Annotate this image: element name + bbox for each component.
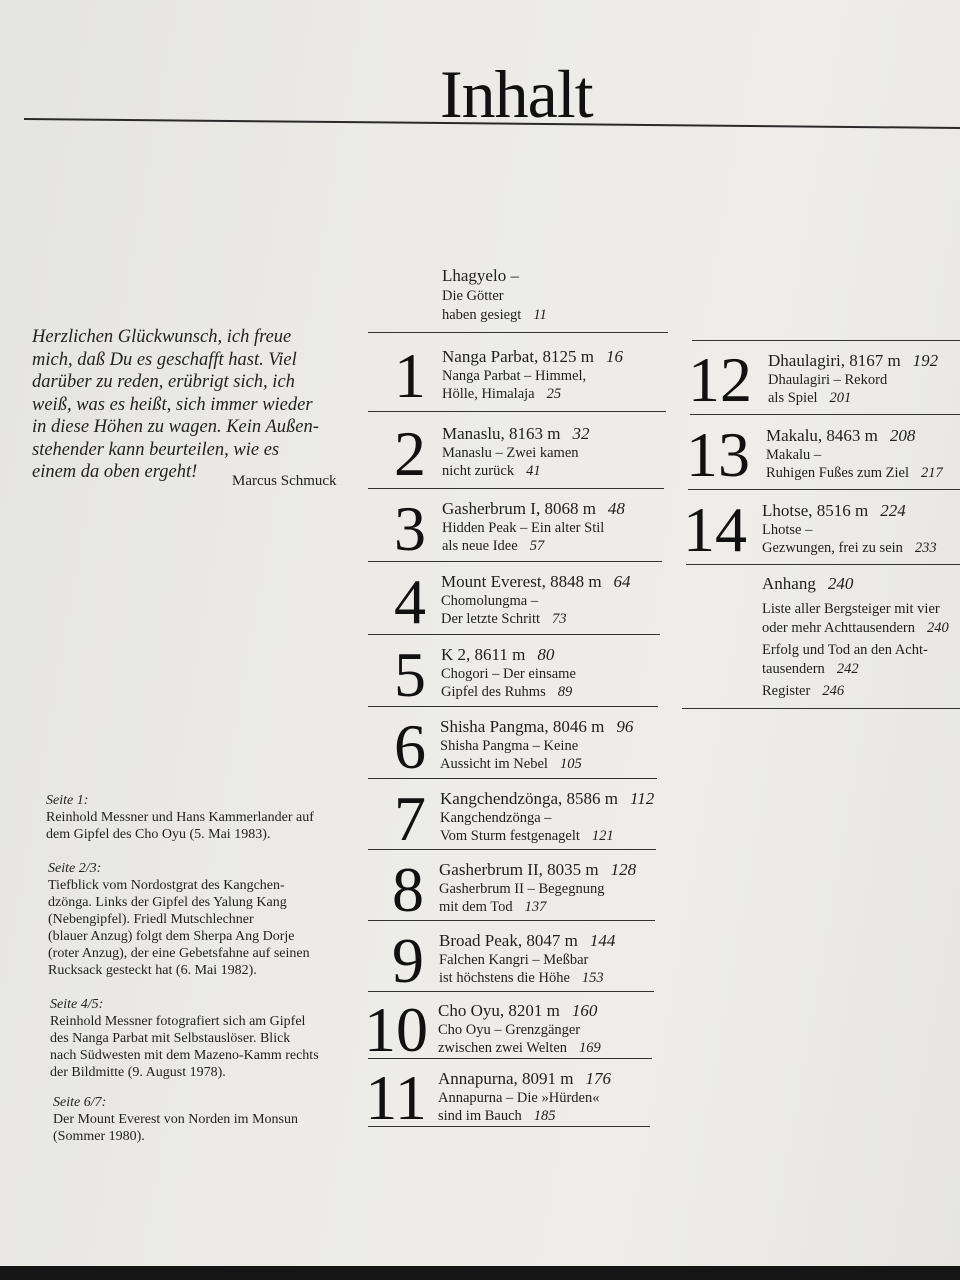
- chapter-number: 10: [364, 994, 428, 1065]
- picture-caption: [53, 1094, 353, 1145]
- page-number: 192: [912, 351, 939, 370]
- chapter-title: Makalu, 8463 m: [766, 426, 878, 445]
- caption-line: (Sommer 1980).: [53, 1129, 145, 1144]
- caption-heading: Seite 2/3:: [48, 861, 102, 876]
- caption-line: des Nanga Parbat mit Selbstauslöser. Blick: [50, 1031, 291, 1046]
- page-number: 160: [571, 1001, 598, 1020]
- caption-heading: Seite 1:: [46, 793, 89, 808]
- chapter-subtitle: Kangchendzönga –: [440, 810, 552, 826]
- quote-line: Herzlichen Glückwunsch, ich freue: [32, 327, 292, 347]
- page-number: 121: [591, 828, 614, 844]
- page-number: 64: [613, 572, 631, 591]
- caption-line: Reinhold Messner fotografiert sich am Gipfel: [50, 1014, 306, 1029]
- page-number: 144: [589, 931, 616, 950]
- chapter-title: Kangchendzönga, 8586 m: [440, 789, 618, 808]
- page-number: 11: [533, 307, 547, 323]
- caption-line: (Nebengipfel). Friedl Mutschlechner: [48, 912, 254, 927]
- intro-subtitle: Die Götter: [442, 288, 504, 304]
- page-number: 48: [607, 499, 625, 518]
- chapter-subtitle: Gipfel des Ruhms: [441, 684, 546, 700]
- page-number: 96: [616, 717, 634, 736]
- picture-caption: [48, 860, 348, 979]
- appendix-item: Register: [762, 683, 811, 699]
- chapter-number: 13: [686, 419, 750, 490]
- appendix-item: tausendern: [762, 661, 825, 677]
- divider: [368, 332, 668, 333]
- chapter-subtitle: Cho Oyu – Grenzgänger: [438, 1022, 581, 1038]
- chapter-number: 6: [394, 711, 426, 782]
- caption-line: (blauer Anzug) folgt dem Sherpa Ang Dorje: [48, 929, 295, 944]
- caption-line: nach Südwesten mit dem Mazeno-Kamm rechts: [50, 1048, 319, 1063]
- quote-line: in diese Höhen zu wagen. Kein Außen-: [32, 417, 319, 437]
- chapter-subtitle: Hidden Peak – Ein alter Stil: [442, 520, 605, 536]
- page-number: 16: [606, 347, 624, 366]
- chapter-subtitle: Shisha Pangma – Keine: [440, 738, 579, 754]
- caption-line: (roter Anzug), der eine Gebetsfahne auf seinen: [48, 946, 310, 961]
- caption-line: Rucksack gesteckt hat (6. Mai 1982).: [48, 963, 257, 978]
- chapter-number: 3: [394, 493, 426, 564]
- chapter-title: Gasherbrum I, 8068 m: [442, 499, 596, 518]
- quote-author: Marcus Schmuck: [232, 473, 337, 489]
- appendix-item: Erfolg und Tod an den Acht-: [762, 642, 928, 658]
- quote-line: stehender kann beurteilen, wie es: [32, 439, 280, 460]
- page-number: 89: [557, 684, 573, 700]
- chapter-number: 2: [394, 418, 426, 489]
- quote-line: weiß, was es heißt, sich immer wieder: [32, 394, 313, 415]
- caption-line: Tiefblick vom Nordostgrat des Kangchen-: [48, 878, 285, 893]
- page-number: 32: [572, 424, 590, 443]
- page-number: 224: [880, 501, 906, 520]
- chapter-subtitle: Lhotse –: [762, 522, 813, 538]
- page-number: 240: [827, 574, 854, 593]
- chapter-title: Lhotse, 8516 m: [762, 501, 869, 520]
- chapter-number: 11: [365, 1062, 427, 1133]
- appendix-item: oder mehr Achttausendern: [762, 620, 916, 636]
- chapter-number: 5: [394, 639, 426, 710]
- divider: [692, 340, 960, 341]
- chapter-subtitle: Aussicht im Nebel: [440, 756, 548, 772]
- page-number: 185: [533, 1108, 556, 1124]
- chapter-subtitle: Falchen Kangri – Meßbar: [439, 952, 589, 968]
- chapter-title: Annapurna, 8091 m: [438, 1069, 574, 1088]
- chapter-subtitle: Der letzte Schritt: [441, 611, 541, 627]
- caption-line: Der Mount Everest von Norden im Monsun: [53, 1112, 298, 1127]
- page-number: 176: [585, 1069, 612, 1088]
- chapter-title: Dhaulagiri, 8167 m: [768, 351, 901, 370]
- congratulation-quote: [32, 326, 352, 484]
- caption-line: Reinhold Messner und Hans Kammerlander auf: [46, 810, 314, 825]
- page-number: 242: [836, 661, 859, 677]
- chapter-subtitle: Hölle, Himalaja: [442, 386, 535, 402]
- chapter-number: 14: [683, 494, 747, 565]
- chapter-subtitle: Dhaulagiri – Rekord: [768, 372, 888, 388]
- quote-line: mich, daß Du es geschafft hast. Viel: [32, 349, 297, 370]
- appendix-section: [762, 573, 949, 701]
- page-number: 128: [610, 860, 637, 879]
- chapter-subtitle: Ruhigen Fußes zum Ziel: [766, 465, 909, 481]
- chapter-subtitle: ist höchstens die Höhe: [439, 970, 570, 986]
- page-number: 112: [629, 789, 655, 808]
- chapter-subtitle: sind im Bauch: [438, 1108, 522, 1124]
- chapter-number: 8: [392, 854, 424, 925]
- chapter-title: K 2, 8611 m: [441, 645, 526, 664]
- appendix-item: Liste aller Bergsteiger mit vier: [762, 601, 940, 617]
- page-title: Inhalt: [440, 56, 593, 132]
- caption-line: dzönga. Links der Gipfel des Yalung Kang: [48, 895, 287, 910]
- chapter-subtitle: Chomolungma –: [441, 593, 539, 609]
- quote-line: einem da oben ergeht!: [32, 462, 198, 482]
- page-number: 153: [581, 970, 604, 986]
- chapter-number: 12: [688, 344, 752, 415]
- chapter-subtitle: zwischen zwei Welten: [438, 1040, 568, 1056]
- chapter-subtitle: mit dem Tod: [439, 899, 513, 915]
- chapter-title: Cho Oyu, 8201 m: [438, 1001, 560, 1020]
- chapter-title: Shisha Pangma, 8046 m: [440, 717, 605, 736]
- page-number: 246: [822, 683, 845, 699]
- page-number: 73: [552, 611, 567, 627]
- chapter-number: 1: [394, 340, 426, 411]
- chapter-subtitle: Nanga Parbat – Himmel,: [442, 368, 587, 384]
- chapter-title: Broad Peak, 8047 m: [439, 931, 578, 950]
- page-number: 201: [829, 390, 852, 406]
- chapter-title: Mount Everest, 8848 m: [441, 572, 602, 591]
- chapter-subtitle: nicht zurück: [442, 463, 515, 479]
- page-edge-shadow: [0, 1266, 960, 1280]
- picture-caption: [46, 792, 346, 843]
- chapter-subtitle: als Spiel: [768, 390, 818, 406]
- chapter-number: 4: [394, 566, 426, 637]
- page-number: 25: [546, 386, 562, 402]
- chapter-subtitle: Annapurna – Die »Hürden«: [438, 1090, 600, 1106]
- page-number: 137: [524, 899, 547, 915]
- chapter-subtitle: Gasherbrum II – Begegnung: [439, 881, 605, 897]
- appendix-title: Anhang: [762, 574, 816, 593]
- page-number: 217: [920, 465, 943, 481]
- page-number: 240: [927, 620, 949, 636]
- page-number: 80: [537, 645, 555, 664]
- page-number: 169: [579, 1040, 601, 1056]
- divider: [682, 708, 960, 709]
- caption-heading: Seite 6/7:: [53, 1095, 107, 1110]
- chapter-number: 7: [394, 783, 426, 854]
- chapter-subtitle: Chogori – Der einsame: [441, 666, 576, 682]
- divider: [368, 411, 666, 412]
- intro-title: Lhagyelo –: [442, 266, 519, 285]
- chapter-number: 9: [392, 925, 424, 996]
- chapter-title: Gasherbrum II, 8035 m: [439, 860, 599, 879]
- caption-line: dem Gipfel des Cho Oyu (5. Mai 1983).: [46, 827, 271, 842]
- chapter-subtitle: Vom Sturm festgenagelt: [440, 828, 580, 844]
- page-number: 208: [889, 426, 916, 445]
- intro-subtitle: haben gesiegt: [442, 307, 522, 323]
- caption-heading: Seite 4/5:: [50, 997, 104, 1012]
- page-number: 233: [914, 540, 937, 556]
- chapter-subtitle: Makalu –: [766, 447, 822, 463]
- quote-line: darüber zu reden, erübrigt sich, ich: [32, 372, 295, 392]
- page-number: 41: [526, 463, 541, 479]
- chapter-title: Nanga Parbat, 8125 m: [442, 347, 595, 366]
- chapter-title: Manaslu, 8163 m: [442, 424, 561, 443]
- chapter-subtitle: Gezwungen, frei zu sein: [762, 540, 903, 556]
- picture-caption: [50, 996, 350, 1081]
- page-number: 105: [559, 756, 582, 772]
- chapter-subtitle: Manaslu – Zwei kamen: [442, 445, 579, 461]
- caption-line: der Bildmitte (9. August 1978).: [50, 1065, 226, 1080]
- page-number: 57: [529, 538, 545, 554]
- toc-intro-entry: [442, 265, 547, 325]
- chapter-subtitle: als neue Idee: [442, 538, 518, 554]
